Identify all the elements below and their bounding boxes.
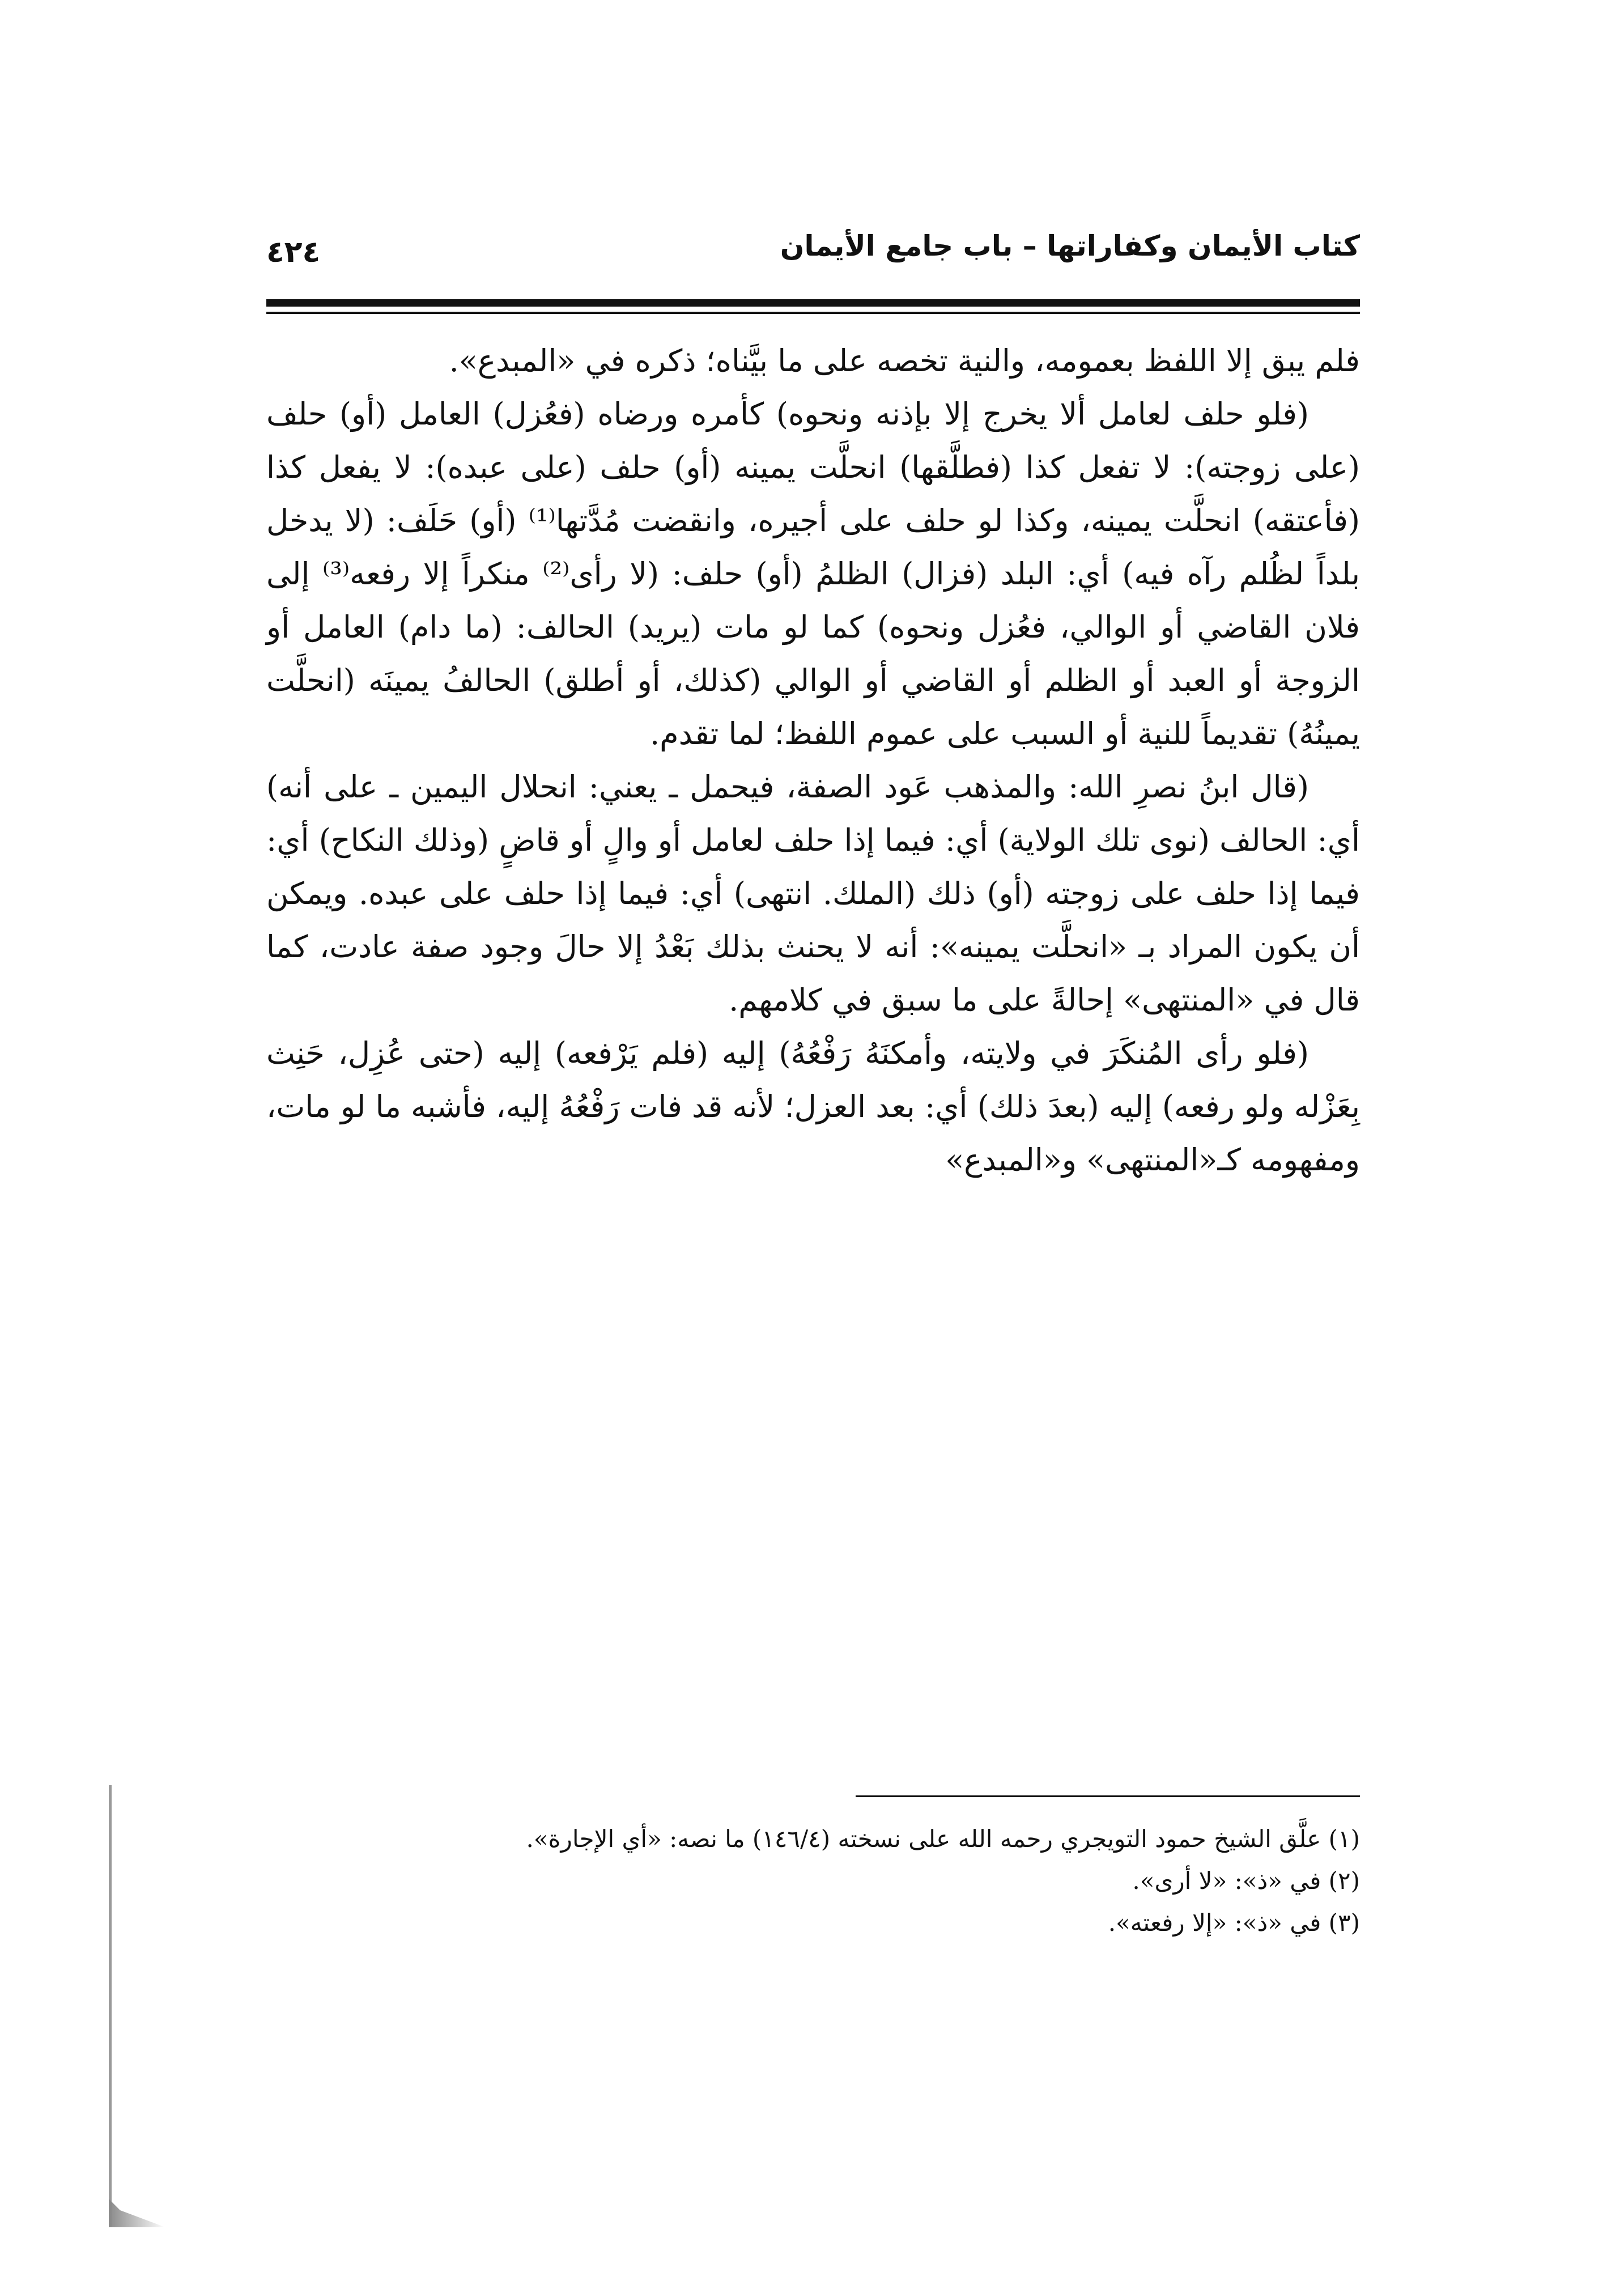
- page-header: [266, 224, 1360, 303]
- paragraph-2: (فلو حلف لعامل ألا يخرج إلا بإذنه ونحوه) كأمره ورضاه (فعُزل) العامل (أو) حلف (على زوجته): لا تفعل كذا (فطلَّقها) انحلَّت يمينه (أو) حلف (على عبده): لا يفعل كذا (فأعتقه) انحلَّت يمينه، وكذا لو حلف على أجيره، وانقضت مُدَّتها⁽¹⁾ (أو) حَلَف: (لا يدخل بلداً لظُلم رآه فيه) أي: البلد (فزال) الظلمُ (أو) حلف: (لا رأى⁽²⁾ منكراً إلا رفعه⁽³⁾ إلى فلان القاضي أو الوالي، فعُزل ونحوه) كما لو مات (يريد) الحالف: (ما دام) العامل أو الزوجة أو العبد أو الظلم أو القاضي أو الوالي (كذلك، أو أطلق) الحالفُ يمينَه (انحلَّت يمينُهُ) تقديماً للنية أو السبب على عموم اللفظ؛ لما تقدم.: [266, 396, 1360, 751]
- header-rule-thin: [266, 312, 1360, 314]
- main-text-block: [266, 334, 1360, 1187]
- footnote-2: (٢) في «ذ»: «لا أرى».: [1132, 1867, 1360, 1895]
- footnote-separator: [856, 1795, 1360, 1797]
- scan-corner-mark: [109, 2199, 165, 2227]
- footnote-3: (٣) في «ذ»: «إلا رفعته».: [1108, 1909, 1360, 1937]
- paragraph-4: (فلو رأى المُنكَرَ في ولايته، وأمكنَهُ رَفْعُهُ) إليه (فلم يَرْفعه) إليه (حتى عُزِل، حَنِث بِعَزْله ولو رفعه) إليه (بعدَ ذلك) أي: بعد العزل؛ لأنه قد فات رَفْعُهُ إليه، فأشبه ما لو مات، ومفهومه كـ«المنتهى» و«المبدع»: [266, 1035, 1360, 1178]
- paragraph-1: فلم يبق إلا اللفظ بعمومه، والنية تخصه على ما بيَّناه؛ ذكره في «المبدع».: [449, 343, 1360, 379]
- footnote-1: (١) علَّق الشيخ حمود التويجري رحمه الله على نسخته (١٤٦/٤) ما نصه: «أي الإجارة».: [526, 1825, 1360, 1853]
- scan-edge-mark: [109, 1785, 112, 2227]
- running-title: كتاب الأيمان وكفاراتها – باب جامع الأيمان: [780, 230, 1360, 262]
- footnotes-block: [266, 1818, 1360, 1944]
- page-number: ٤٢٤: [266, 235, 321, 269]
- paragraph-3: (قال ابنُ نصرِ الله: والمذهب عَود الصفة، فيحمل ـ يعني: انحلال اليمين ـ على أنه) أي: الحالف (نوى تلك الولاية) أي: فيما إذا حلف لعامل أو والٍ أو قاضٍ (وذلك النكاح) أي: فيما إذا حلف على زوجته (أو) ذلك (الملك. انتهى) أي: فيما إذا حلف على عبده. ويمكن أن يكون المراد بـ «انحلَّت يمينه»: أنه لا يحنث بذلك بَعْدُ إلا حالَ وجود صفة عادت، كما قال في «المنتهى» إحالةً على ما سبق في كلامهم.: [266, 769, 1360, 1018]
- header-rule-thick: [266, 299, 1360, 307]
